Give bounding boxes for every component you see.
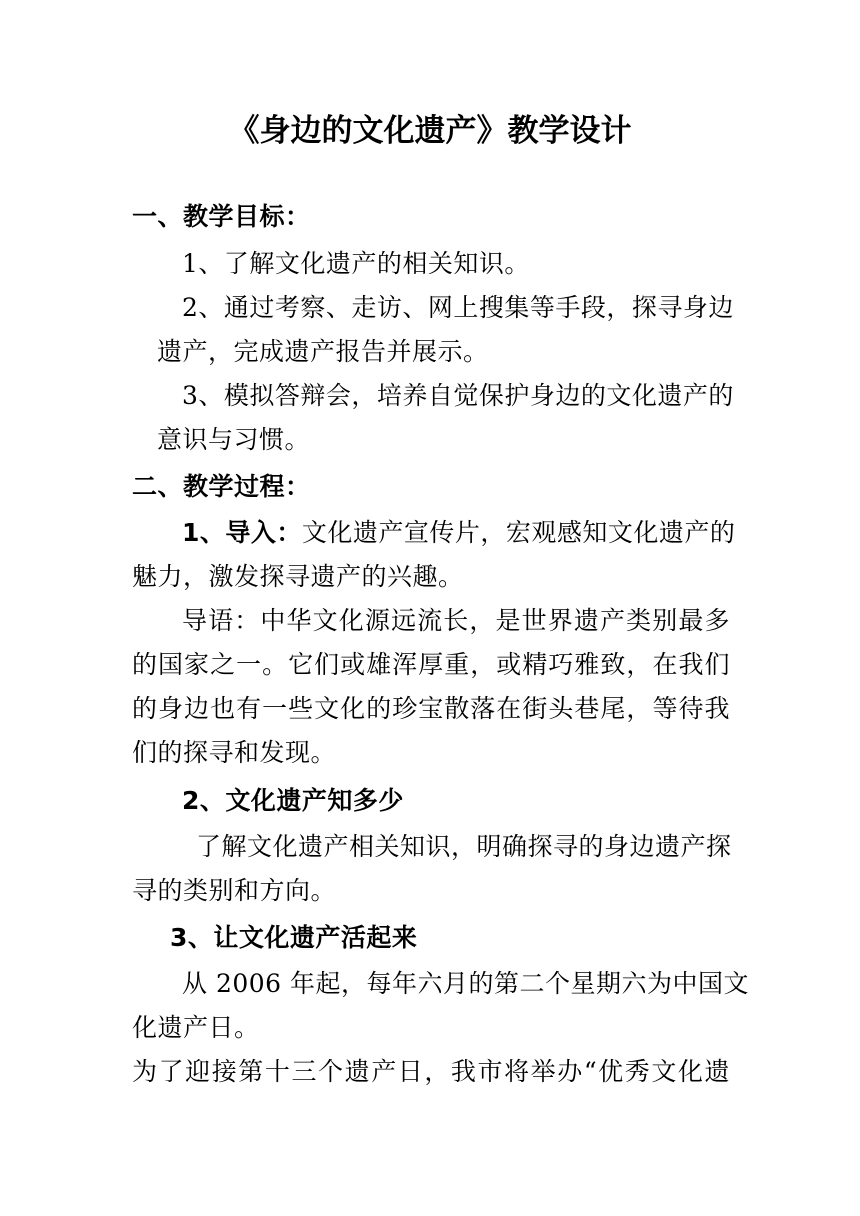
step1-label: 1、导入： <box>182 518 302 547</box>
goal-item-3-line1: 3、模拟答辩会，培养自觉保护身边的文化遗产的 <box>182 381 734 410</box>
goal-item-2-line1: 2、通过考察、走访、网上搜集等手段，探寻身边 <box>182 293 734 322</box>
guide-line-4: 们的探寻和发现。 <box>132 738 337 767</box>
goal-item-2-line2: 遗产，完成遗产报告并展示。 <box>157 337 489 366</box>
section-heading-process: 二、教学过程： <box>132 472 311 501</box>
section-heading-goals: 一、教学目标： <box>132 202 311 231</box>
goal-item-1: 1、了解文化遗产的相关知识。 <box>182 249 530 278</box>
guide-line-1: 导语：中华文化源远流长，是世界遗产类别最多 <box>182 606 730 635</box>
step2-line-1: 了解文化遗产相关知识，明确探寻的身边遗产探 <box>196 832 732 861</box>
step3-line-2: 化遗产日。 <box>132 1013 260 1042</box>
step3-heading: 3、让文化遗产活起来 <box>170 923 418 952</box>
step2-line-2: 寻的类别和方向。 <box>132 876 337 905</box>
document-title: 《身边的文化遗产》教学设计 <box>228 113 632 149</box>
step3-line-3: 为了迎接第十三个遗产日，我市将举办“优秀文化遗 <box>132 1057 730 1086</box>
step2-heading: 2、文化遗产知多少 <box>182 786 404 815</box>
step1-line1 <box>182 518 736 548</box>
guide-line-2: 的国家之一。它们或雄浑厚重，或精巧雅致，在我们 <box>132 650 730 679</box>
goal-item-3-line2: 意识与习惯。 <box>157 425 311 454</box>
step3-line-1: 从 2006 年起，每年六月的第二个星期六为中国文 <box>182 969 750 998</box>
step1-text: 文化遗产宣传片，宏观感知文化遗产的 <box>301 518 736 547</box>
guide-line-3: 的身边也有一些文化的珍宝散落在街头巷尾，等待我 <box>132 694 730 723</box>
step1-line2: 魅力，激发探寻遗产的兴趣。 <box>132 562 464 591</box>
